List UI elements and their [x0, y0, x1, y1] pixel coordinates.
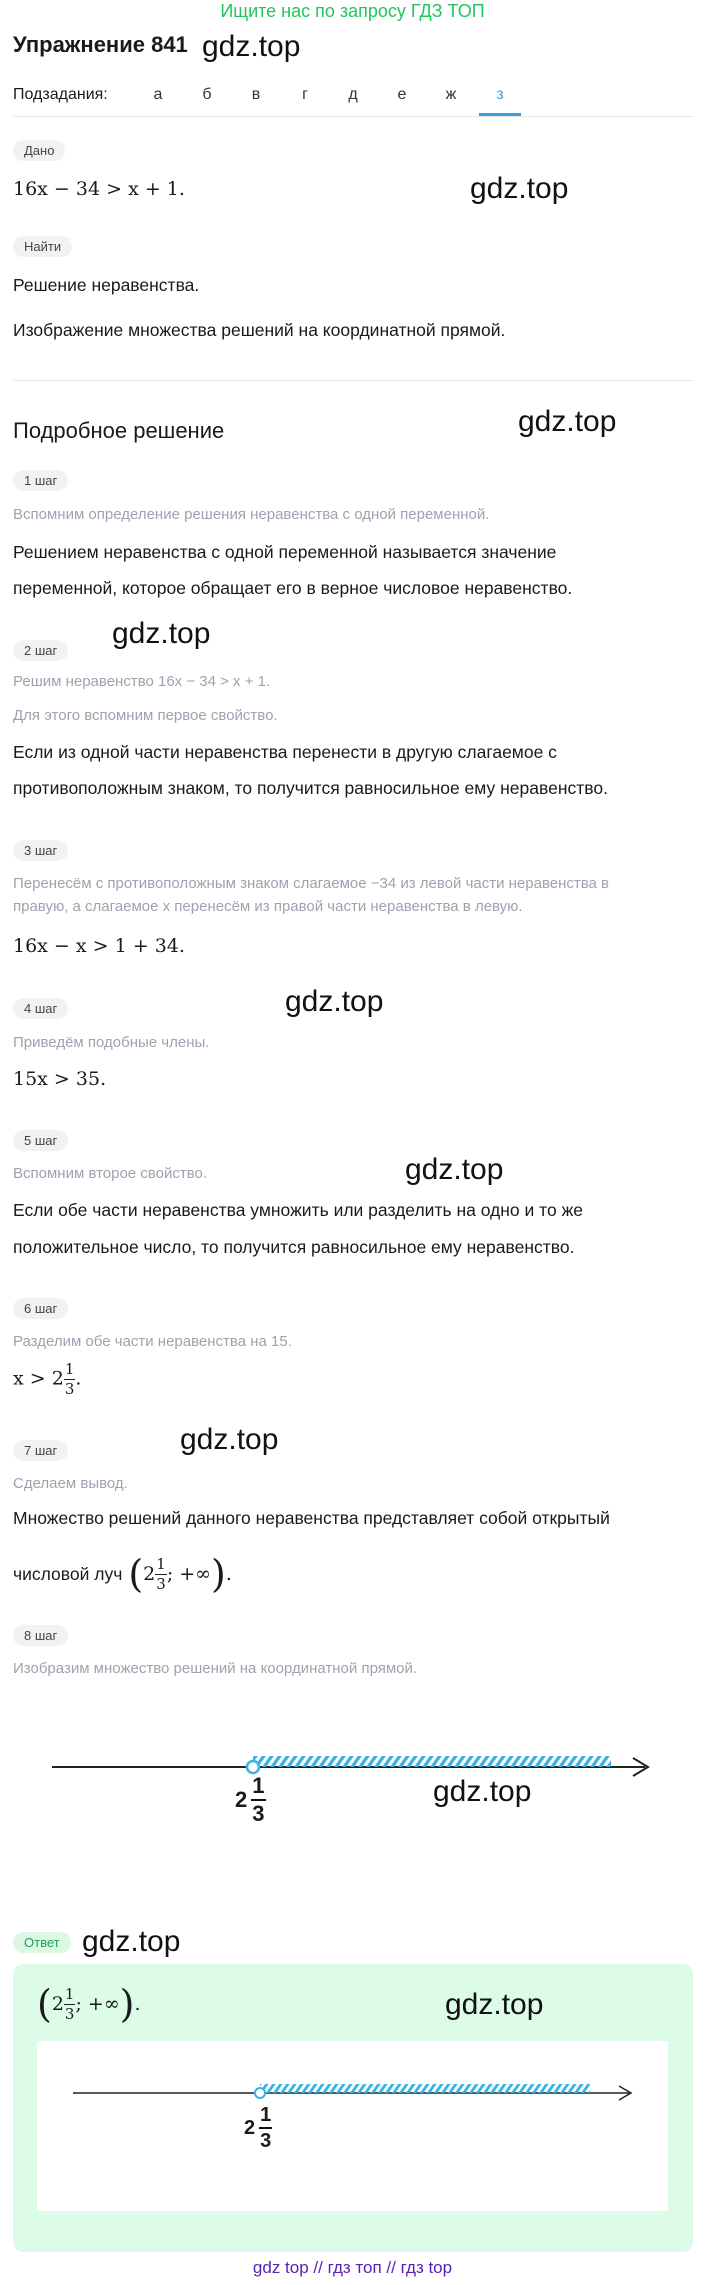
find-item: Решение неравенства. — [13, 275, 200, 295]
open-point — [247, 1761, 259, 1773]
divider — [13, 380, 693, 381]
answer-label: Ответ — [13, 1932, 71, 1953]
step-hint: Разделим обе части неравенства на 15. — [13, 1333, 292, 1350]
subtasks-label: Подзадания: — [13, 86, 108, 103]
subtask-tab-z[interactable]: з — [496, 86, 504, 103]
step-label: 1 шаг — [13, 470, 68, 491]
watermark: gdz.top — [445, 1988, 544, 2021]
formula-part: . — [75, 1367, 82, 1390]
find-label: Найти — [13, 236, 72, 257]
solution-hatch — [253, 1756, 611, 1767]
subtask-tab-g[interactable]: г — [302, 86, 308, 103]
step-hint: Перенесём с противоположным знаком слагаемое −34 из левой части неравенства в — [13, 875, 610, 892]
find-item: Изображение множества решений на координатной прямой. — [13, 320, 506, 340]
step-formula: 15x > 35. — [13, 1068, 107, 1090]
fraction: $\frac{1}{3}$ — [64, 1360, 75, 1398]
step-text: противоположным знаком, то получится равносильное ему неравенство. — [13, 778, 608, 798]
watermark: gdz.top — [112, 617, 211, 650]
given-label: Дано — [13, 140, 65, 161]
step-hint: Вспомним второе свойство. — [13, 1165, 208, 1182]
formula-part: x > 2 — [13, 1367, 64, 1390]
number-line — [0, 1730, 705, 1840]
watermark: gdz.top — [518, 405, 617, 438]
step-text — [13, 1544, 232, 1604]
fraction: $\frac{1}{3}$ — [252, 1773, 265, 1826]
step-formula — [13, 1362, 81, 1397]
open-point — [255, 2088, 265, 2098]
subtasks-row — [13, 78, 693, 117]
page-title: Упражнение 841 — [13, 32, 188, 57]
step-label: 6 шаг — [13, 1298, 68, 1319]
point-label: 2 $\frac{1}{3}$ — [235, 1773, 265, 1826]
step-text: Множество решений данного неравенства представляет собой открытый — [13, 1508, 610, 1528]
step-hint: Сделаем вывод. — [13, 1475, 128, 1492]
step-label: 2 шаг — [13, 640, 68, 661]
step-label: 8 шаг — [13, 1625, 68, 1646]
interval: ( 2 $\frac{1}{3}$ ; +∞ ) . — [128, 1552, 232, 1596]
watermark: gdz.top — [202, 30, 301, 63]
step-hint: правую, а слагаемое x перенесём из правой части неравенства в левую. — [13, 898, 523, 915]
step-hint: Вспомним определение решения неравенства с одной переменной. — [13, 506, 490, 523]
step-text: Если обе части неравенства умножить или разделить на одно и то же — [13, 1200, 584, 1220]
subtask-tab-v[interactable]: в — [251, 86, 261, 103]
step-label: 3 шаг — [13, 840, 68, 861]
watermark: gdz.top — [470, 172, 569, 205]
solution-hatch — [260, 2084, 590, 2093]
watermark: gdz.top — [285, 985, 384, 1018]
step-label: 7 шаг — [13, 1440, 68, 1461]
subtask-tab-e[interactable]: е — [397, 86, 407, 103]
watermark: gdz.top — [433, 1775, 532, 1808]
step-text: Если из одной части неравенства перенести в другую слагаемое с — [13, 742, 557, 762]
step-hint: Изобразим множество решений на координатной прямой. — [13, 1660, 418, 1677]
active-tab-indicator — [479, 113, 521, 116]
subtask-tab-d[interactable]: д — [348, 86, 358, 103]
subtask-tab-zh[interactable]: ж — [445, 86, 457, 103]
step-label: 4 шаг — [13, 998, 68, 1019]
step-label: 5 шаг — [13, 1130, 68, 1151]
fraction: $\frac{1}{3}$ — [156, 1554, 166, 1593]
step-hint: Решим неравенство 16x − 34 > x + 1. — [13, 673, 271, 690]
step-text: переменной, которое обращает его в верное числовое неравенство. — [13, 578, 573, 598]
answer-number-line — [37, 2070, 668, 2130]
step-hint: Для этого вспомним первое свойство. — [13, 707, 278, 724]
top-search-hint[interactable]: Ищите нас по запросу ГДЗ ТОП — [220, 1, 485, 21]
fraction: $\frac{1}{3}$ — [64, 1984, 75, 2023]
watermark: gdz.top — [180, 1423, 279, 1456]
watermark: gdz.top — [82, 1925, 181, 1958]
step-text: Решением неравенства с одной переменной называется значение — [13, 542, 557, 562]
step-text: положительное число, то получится равносильное ему неравенство. — [13, 1237, 575, 1257]
step-formula: 16x − x > 1 + 34. — [13, 935, 185, 957]
step-hint: Приведём подобные члены. — [13, 1034, 210, 1051]
subtask-tab-a[interactable]: а — [153, 86, 163, 103]
step-text-part: числовой луч — [13, 1563, 123, 1584]
fraction: $\frac{1}{3}$ — [260, 2104, 272, 2152]
solution-title: Подробное решение — [13, 418, 225, 443]
watermark: gdz.top — [405, 1153, 504, 1186]
subtask-tab-b[interactable]: б — [202, 86, 212, 103]
answer-interval: ( 2 $\frac{1}{3}$ ; +∞ ) . — [37, 1982, 141, 2026]
answer-point-label: 2 $\frac{1}{3}$ — [244, 2104, 272, 2152]
given-formula: 16x − 34 > x + 1. — [13, 178, 185, 200]
footer-links[interactable]: gdz top // гдз топ // гдз top — [252, 2258, 453, 2277]
